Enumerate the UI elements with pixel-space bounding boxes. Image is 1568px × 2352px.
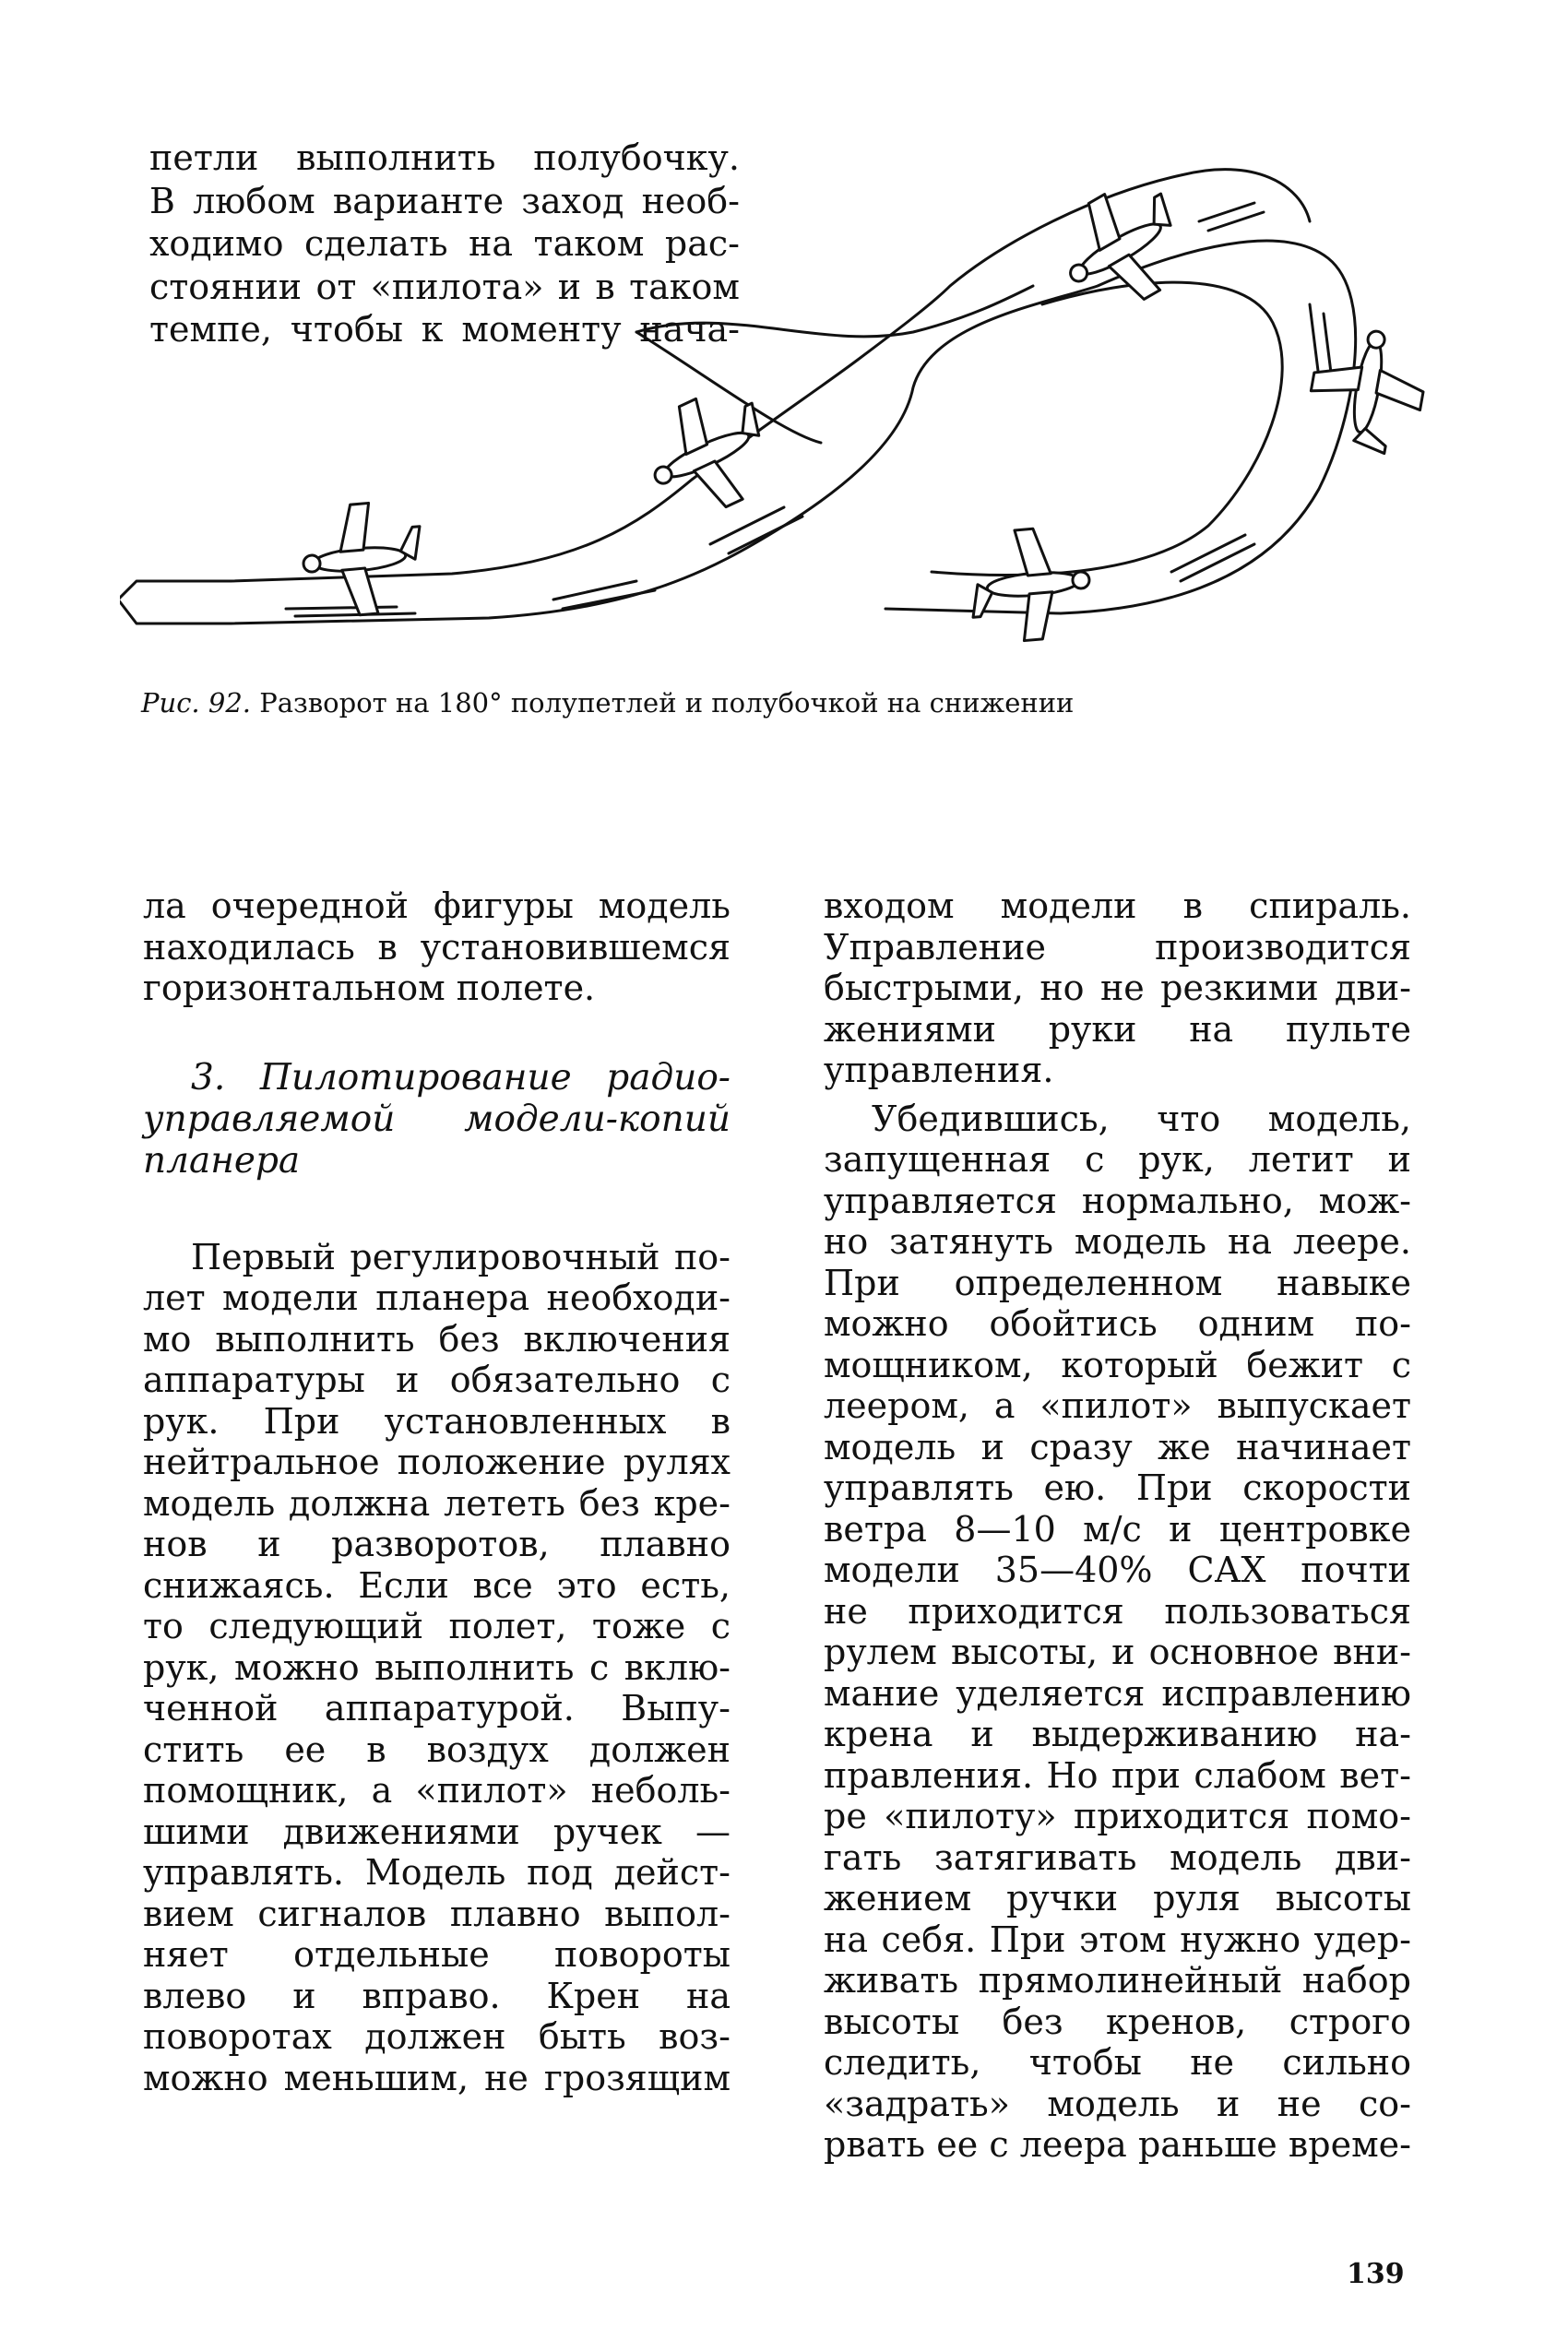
text-line: живать прямолинейный набор — [824, 1960, 1411, 2001]
text-line: высоты без кренов, строго — [824, 2001, 1411, 2042]
text-line: нов и разворотов, плавно — [143, 1524, 731, 1564]
text-line: то следующий полет, тоже с — [143, 1606, 731, 1646]
text-line: можно обойтись одним по- — [824, 1303, 1411, 1344]
aircraft-4 — [1302, 322, 1432, 458]
aircraft-1 — [299, 499, 427, 620]
text-line: стить ее в воздух должен — [143, 1728, 731, 1770]
right-paragraph-2 — [824, 1099, 1411, 2166]
heading-line: 3. Пилотирование радио- — [191, 1056, 731, 1099]
text-line: жениями руки на пульте — [824, 1008, 1411, 1050]
figure-caption-text: Разворот на 180° полупетлей и полубочкой на снижении — [259, 687, 1075, 719]
text-line: не приходится пользоваться — [824, 1590, 1411, 1632]
text-line: ветра 8—10 м/с и центровке — [824, 1508, 1411, 1550]
text-line: няет отдельные повороты — [143, 1934, 731, 1975]
right-paragraph-1 — [824, 885, 1411, 1091]
text-line: входом модели в спираль. — [824, 885, 1411, 926]
text-line: рулем высоты, и основное вни- — [824, 1632, 1411, 1672]
ribbon-arrow-tip — [120, 581, 231, 624]
left-paragraph-1 — [143, 885, 731, 1009]
text-line: поворотах должен быть воз- — [143, 2016, 731, 2057]
text-line: мо выполнить без включения — [143, 1318, 731, 1360]
text-line: лет модели планера необходи- — [143, 1277, 731, 1318]
page-number: 139 — [1347, 2258, 1405, 2290]
text-line: находилась в установившемся — [143, 926, 731, 968]
text-line: модель должна лететь без кре- — [143, 1482, 731, 1524]
text-line: ченной аппаратурой. Выпу- — [143, 1688, 731, 1728]
text-line: правления. Но при слабом вет- — [824, 1754, 1411, 1796]
text-line: влево и вправо. Крен на — [143, 1975, 731, 2016]
figure-caption — [141, 686, 1294, 719]
maneuver-illustration — [120, 138, 1467, 673]
text-line: стоянии от «пилота» и в таком — [149, 266, 740, 307]
text-line: на себя. При этом нужно удер- — [824, 1918, 1411, 1960]
text-line: ходимо сделать на таком рас- — [149, 223, 740, 264]
text-line: жением ручки руля высоты — [824, 1878, 1411, 1918]
text-line: управления. — [824, 1050, 1054, 1090]
ribbon-fold — [636, 286, 1033, 337]
text-line: вием сигналов плавно выпол- — [143, 1893, 731, 1934]
text-line: рвать ее с леера раньше време- — [824, 2124, 1411, 2165]
text-line: мание уделяется исправлению — [824, 1672, 1411, 1714]
text-line: модели 35—40% САХ почти — [824, 1550, 1411, 1590]
text-line: шими движениями ручек — — [143, 1811, 731, 1852]
ribbon-inner-edge — [932, 282, 1282, 575]
text-line: следить, чтобы не сильно — [824, 2042, 1411, 2083]
text-line: запущенная с рук, летит и — [824, 1139, 1411, 1180]
text-line: помощник, а «пилот» неболь- — [143, 1770, 731, 1811]
text-line: рук, можно выполнить с вклю- — [143, 1646, 731, 1688]
text-line: управляется нормально, мож- — [824, 1180, 1411, 1221]
text-line: рук. При установленных в — [143, 1400, 731, 1442]
text-line: ре «пилоту» приходится помо- — [824, 1796, 1411, 1836]
text-line: В любом варианте заход необ- — [149, 180, 740, 221]
text-line: крена и выдерживанию на- — [824, 1714, 1411, 1754]
text-line: но затянуть модель на леере. — [824, 1221, 1411, 1262]
text-line: При определенном навыке — [824, 1262, 1411, 1303]
text-line: можно меньшим, не грозящим — [143, 2057, 731, 2098]
text-line: петли выполнить полубочку. — [149, 137, 740, 178]
text-line: управлять ею. При скорости — [824, 1467, 1411, 1508]
text-line: леером, а «пилот» выпускает — [824, 1385, 1411, 1426]
figure-label: Рис. 92. — [141, 687, 251, 719]
text-line: «задрать» модель и не со- — [824, 2083, 1411, 2124]
text-line: гать затягивать модель дви- — [824, 1836, 1411, 1878]
aircraft-5 — [966, 524, 1094, 645]
text-line: нейтральное положение рулях — [143, 1442, 731, 1482]
text-line: ла очередной фигуры модель — [143, 885, 731, 926]
text-line: Первый регулировочный по- — [191, 1236, 731, 1277]
text-line: мощником, который бежит с — [824, 1344, 1411, 1385]
section-heading — [143, 1057, 731, 1182]
right-column — [824, 885, 1411, 2166]
text-line: модель и сразу же начинает — [824, 1426, 1411, 1467]
left-column — [143, 885, 731, 2098]
text-line: горизонтальном полете. — [143, 968, 596, 1008]
text-line: темпе, чтобы к моменту нача- — [149, 309, 740, 350]
text-line: управлять. Модель под дейст- — [143, 1852, 731, 1893]
left-paragraph-2 — [143, 1237, 731, 2099]
heading-line: управляемой модели-копий — [143, 1098, 731, 1140]
text-line: Убедившись, что модель, — [872, 1098, 1411, 1139]
text-line: Управление производится — [824, 926, 1411, 968]
heading-line: планера — [143, 1139, 301, 1182]
text-line: быстрыми, но не резкими дви- — [824, 968, 1411, 1008]
text-line: снижаясь. Если все это есть, — [143, 1564, 731, 1606]
text-line: аппаратуры и обязательно с — [143, 1360, 731, 1400]
